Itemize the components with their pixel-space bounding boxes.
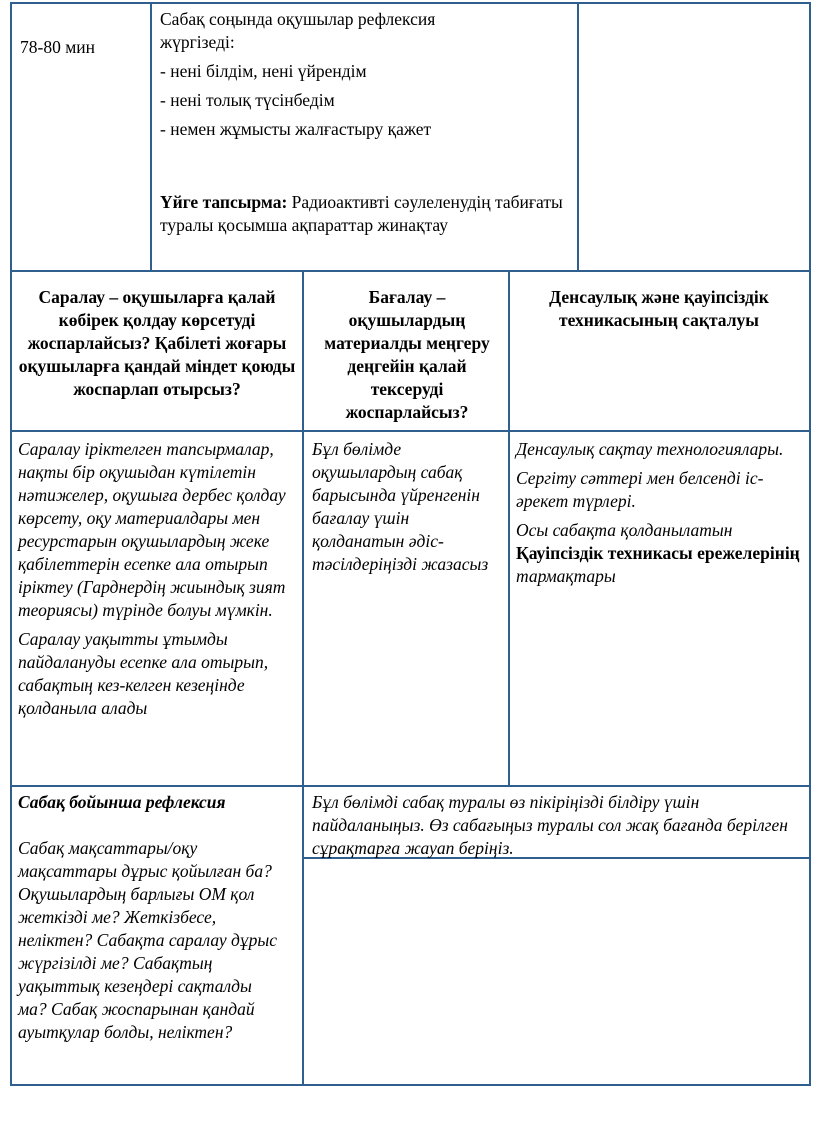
reflection-questions: Сабақ мақсаттары/оқу мақсаттары дұрыс қойылған ба? Оқушылардың барлығы ОМ қол жеткізді ме? Жеткізбесе, неліктен? Сабақта саралау дұрыс жүргізілді ме? Сабақтың уақыттық кезеңдері сақталды ма? Сабақ жоспарынан қандай ауытқулар болды, неліктен?: [18, 838, 277, 1042]
differentiation-text: Саралау іріктелген тапсырмалар, нақты бір оқушыдан күтілетін нәтижелер, оқушыға дербес қолдау көрсету, оқу материалдары мен ресурстарын оқушылардың жеке қабілеттерін есепке ала отырып іріктеу (Гарднердің жиындық зият теориясы) түрінде болуы мүмкін. Саралау уақытты ұтымды пайдалануды есепке ала отырып, сабақтың кез-келген кезеңінде қолданыла алады: [18, 439, 286, 718]
table-border: [10, 2, 811, 4]
reflection-answer-cell[interactable]: [304, 859, 809, 1084]
homework-label: Үйге тапсырма:: [160, 192, 288, 212]
assessment-text: Бұл бөлімде оқушылардың сабақ барысында үйренгенін бағалау үшін қолданатын әдіс-тәсілдеріңізді жазасыз: [312, 439, 489, 574]
header-differentiation: Саралау – оқушыларға қалай көбірек қолдау көрсетуді жоспарлайсыз? Қабілеті жоғары оқушыларға қандай міндет қоюды жоспарлап отырсыз?: [18, 287, 296, 399]
time-label: 78-80 мин: [20, 37, 96, 57]
header-health: Денсаулық және қауіпсіздік техникасының сақталуы: [549, 287, 769, 330]
table-border: [10, 270, 811, 272]
table-border: [302, 270, 304, 786]
reflection-item: - нені білдім, нені үйрендім: [160, 61, 367, 81]
table-border: [508, 270, 510, 786]
reflection-intro: Сабақ соңында оқушылар рефлексия жүргізеді:: [160, 9, 436, 52]
table-border: [10, 785, 811, 787]
table-border: [10, 430, 811, 432]
table-border: [809, 2, 811, 1086]
reflection-questions-cell: [18, 791, 300, 1044]
reflection-title: Сабақ бойынша рефлексия: [18, 792, 226, 812]
header-assessment: Бағалау – оқушылардың материалды меңгеру деңгейін қалай тексеруді жоспарлайсыз?: [324, 287, 490, 422]
reflection-activity-cell: [160, 8, 572, 237]
health-text: Денсаулық сақтау технологиялары. Сергіту сәттері мен белсенді іс-әрекет түрлері. Осы сабақта қолданылатын Қауіпсіздік техникасы ережелерінің тармақтары: [516, 439, 800, 586]
table-border: [10, 2, 12, 1086]
homework-text: Радиоактивті сәулеленудің табиғаты туралы қосымша ақпараттар жинақтау: [160, 192, 563, 235]
table-border: [10, 1084, 811, 1086]
table-border: [150, 2, 152, 272]
reflection-item: - нені толық түсінбедім: [160, 90, 335, 110]
table-border: [577, 2, 579, 272]
time-cell: [20, 36, 145, 59]
homework: [160, 191, 572, 237]
reflection-instruction: Бұл бөлімді сабақ туралы өз пікіріңізді білдіру үшін пайдаланыңыз. Өз сабағыңыз туралы сол жақ бағанда берілген сұрақтарға жауап беріңіз.: [312, 792, 788, 858]
reflection-item: - немен жұмысты жалғастыру қажет: [160, 119, 432, 139]
